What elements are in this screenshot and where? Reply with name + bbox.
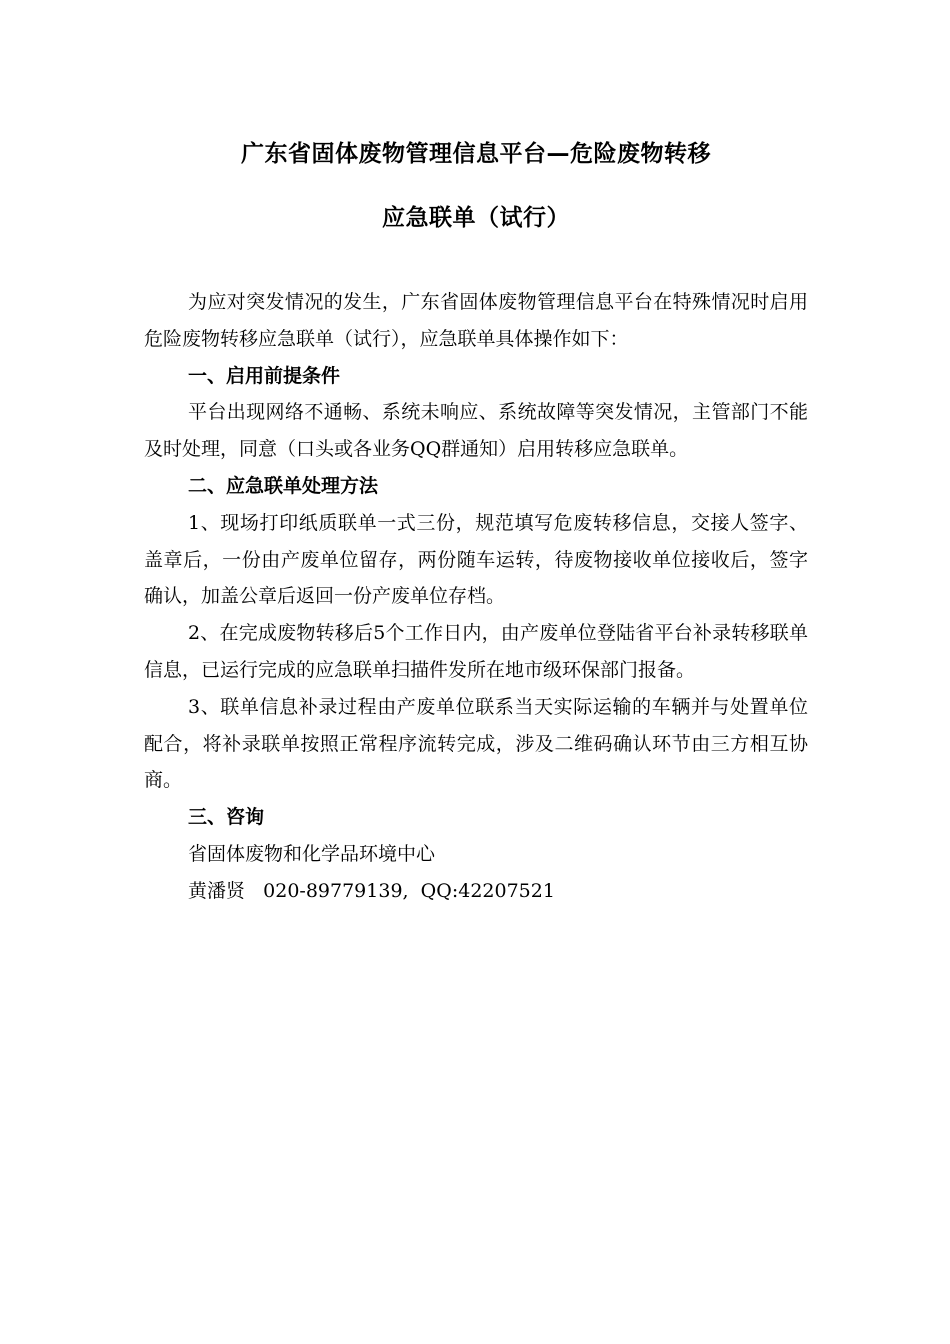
section-2-heading: 二、应急联单处理方法	[188, 474, 379, 497]
document-title-line-1: 广东省固体废物管理信息平台—危险废物转移	[241, 141, 711, 167]
section-2-item-2: 2、在完成废物转移后5个工作日内，由产废单位登陆省平台补录转移联单信息，已运行完成的应急联单扫描件发所在地市级环保部门报备。	[144, 622, 808, 681]
section-1-paragraph: 平台出现网络不通畅、系统未响应、系统故障等突发情况，主管部门不能及时处理，同意（口头或各业务QQ群通知）启用转移应急联单。	[144, 401, 808, 461]
contact-name: 黄潘贤	[188, 879, 246, 902]
contact-phone: 020-89779139,	[263, 879, 409, 902]
section-1-heading: 一、启用前提条件	[188, 364, 341, 387]
section-3-heading: 三、咨询	[188, 806, 265, 829]
contact-qq: QQ:42207521	[420, 879, 555, 902]
section-2-item-3: 3、联单信息补录过程由产废单位联系当天实际运输的车辆并与处置单位配合，将补录联单按照正常程序流转完成，涉及二维码确认环节由三方相互协商。	[144, 695, 808, 792]
section-2-item-1: 1、现场打印纸质联单一式三份，规范填写危废转移信息，交接人签字、盖章后，一份由产废单位留存，两份随车运转，待废物接收单位接收后，签字确认，加盖公章后返回一份产废单位存档。	[144, 511, 808, 608]
contact-details	[144, 873, 808, 910]
contact-organization: 省固体废物和化学品环境中心	[188, 842, 436, 865]
document-title-line-2: 应急联单（试行）	[382, 205, 570, 231]
document-body	[144, 284, 808, 910]
intro-paragraph: 为应对突发情况的发生，广东省固体废物管理信息平台在特殊情况时启用危险废物转移应急联单（试行），应急联单具体操作如下：	[144, 291, 808, 350]
